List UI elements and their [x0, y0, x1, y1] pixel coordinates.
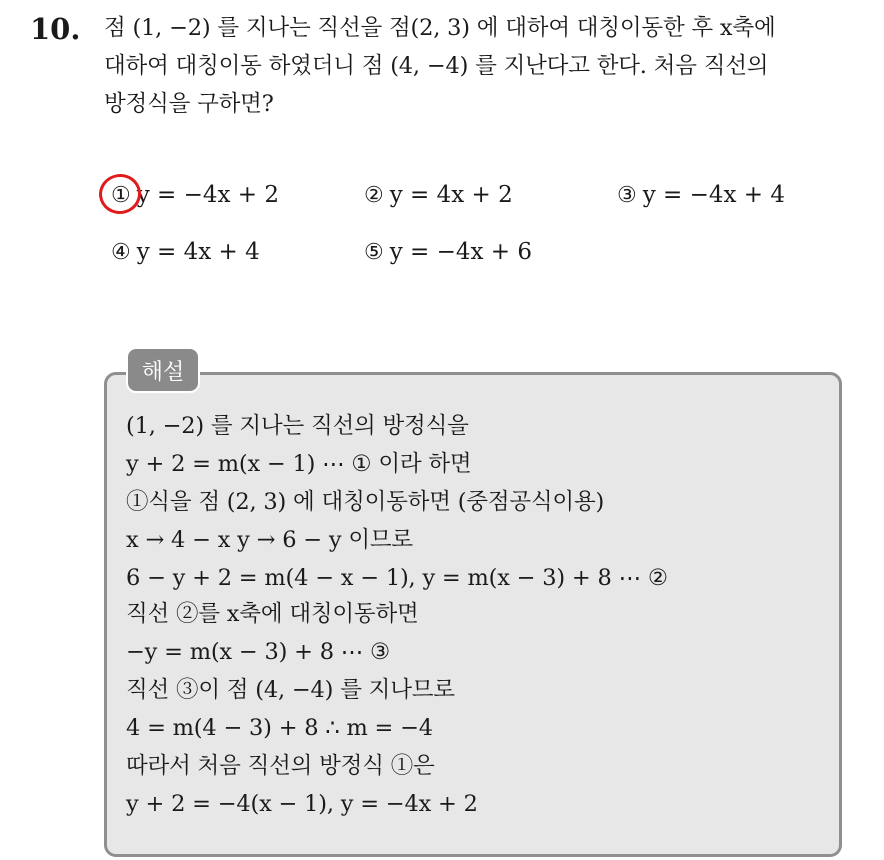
solution-line-5: 6 − y + 2 = m(4 − x − 1), y = m(x − 3) + 8 ⋯ ② — [126, 565, 668, 591]
solution-line-4: x → 4 − x y → 6 − y 이므로 — [126, 527, 413, 553]
solution-line-10: 따라서 처음 직선의 방정식 ①은 — [126, 753, 435, 779]
choice-4-mark: ④ — [111, 240, 131, 265]
choice-2-mark: ② — [364, 183, 384, 208]
question-text-line-3: 방정식을 구하면? — [104, 91, 274, 117]
solution-line-3: ①식을 점 (2, 3) 에 대칭이동하면 (중점공식이용) — [126, 489, 605, 515]
question-number: 10. — [30, 12, 81, 46]
choice-3-text: y = −4x + 4 — [642, 182, 786, 208]
choice-1-mark: ① — [111, 183, 131, 208]
solution-label: 해설 — [126, 347, 200, 393]
choice-4-text: y = 4x + 4 — [136, 239, 260, 265]
solution-line-7: −y = m(x − 3) + 8 ⋯ ③ — [126, 639, 391, 665]
choice-2-text: y = 4x + 2 — [389, 182, 513, 208]
choice-5[interactable] — [364, 237, 532, 268]
solution-line-11: y + 2 = −4(x − 1), y = −4x + 2 — [126, 791, 478, 817]
question-text-line-1: 점 (1, −2) 를 지나는 직선을 점(2, 3) 에 대하여 대칭이동한 후 x축에 — [104, 15, 776, 41]
choice-2[interactable] — [364, 180, 513, 211]
solution-line-9: 4 = m(4 − 3) + 8 ∴ m = −4 — [126, 715, 433, 741]
solution-line-2: y + 2 = m(x − 1) ⋯ ① 이라 하면 — [126, 451, 472, 477]
solution-line-6: 직선 ②를 x축에 대칭이동하면 — [126, 601, 419, 627]
choice-5-text: y = −4x + 6 — [389, 239, 533, 265]
choice-3-mark: ③ — [617, 183, 637, 208]
solution-line-1: (1, −2) 를 지나는 직선의 방정식을 — [126, 413, 469, 439]
choice-1-text: y = −4x + 2 — [136, 182, 280, 208]
solution-line-8: 직선 ③이 점 (4, −4) 를 지나므로 — [126, 677, 455, 703]
question-text-line-2: 대하여 대칭이동 하였더니 점 (4, −4) 를 지난다고 한다. 처음 직선의 — [104, 53, 769, 79]
choice-3[interactable] — [617, 180, 785, 211]
choice-4[interactable] — [111, 237, 260, 268]
choice-5-mark: ⑤ — [364, 240, 384, 265]
